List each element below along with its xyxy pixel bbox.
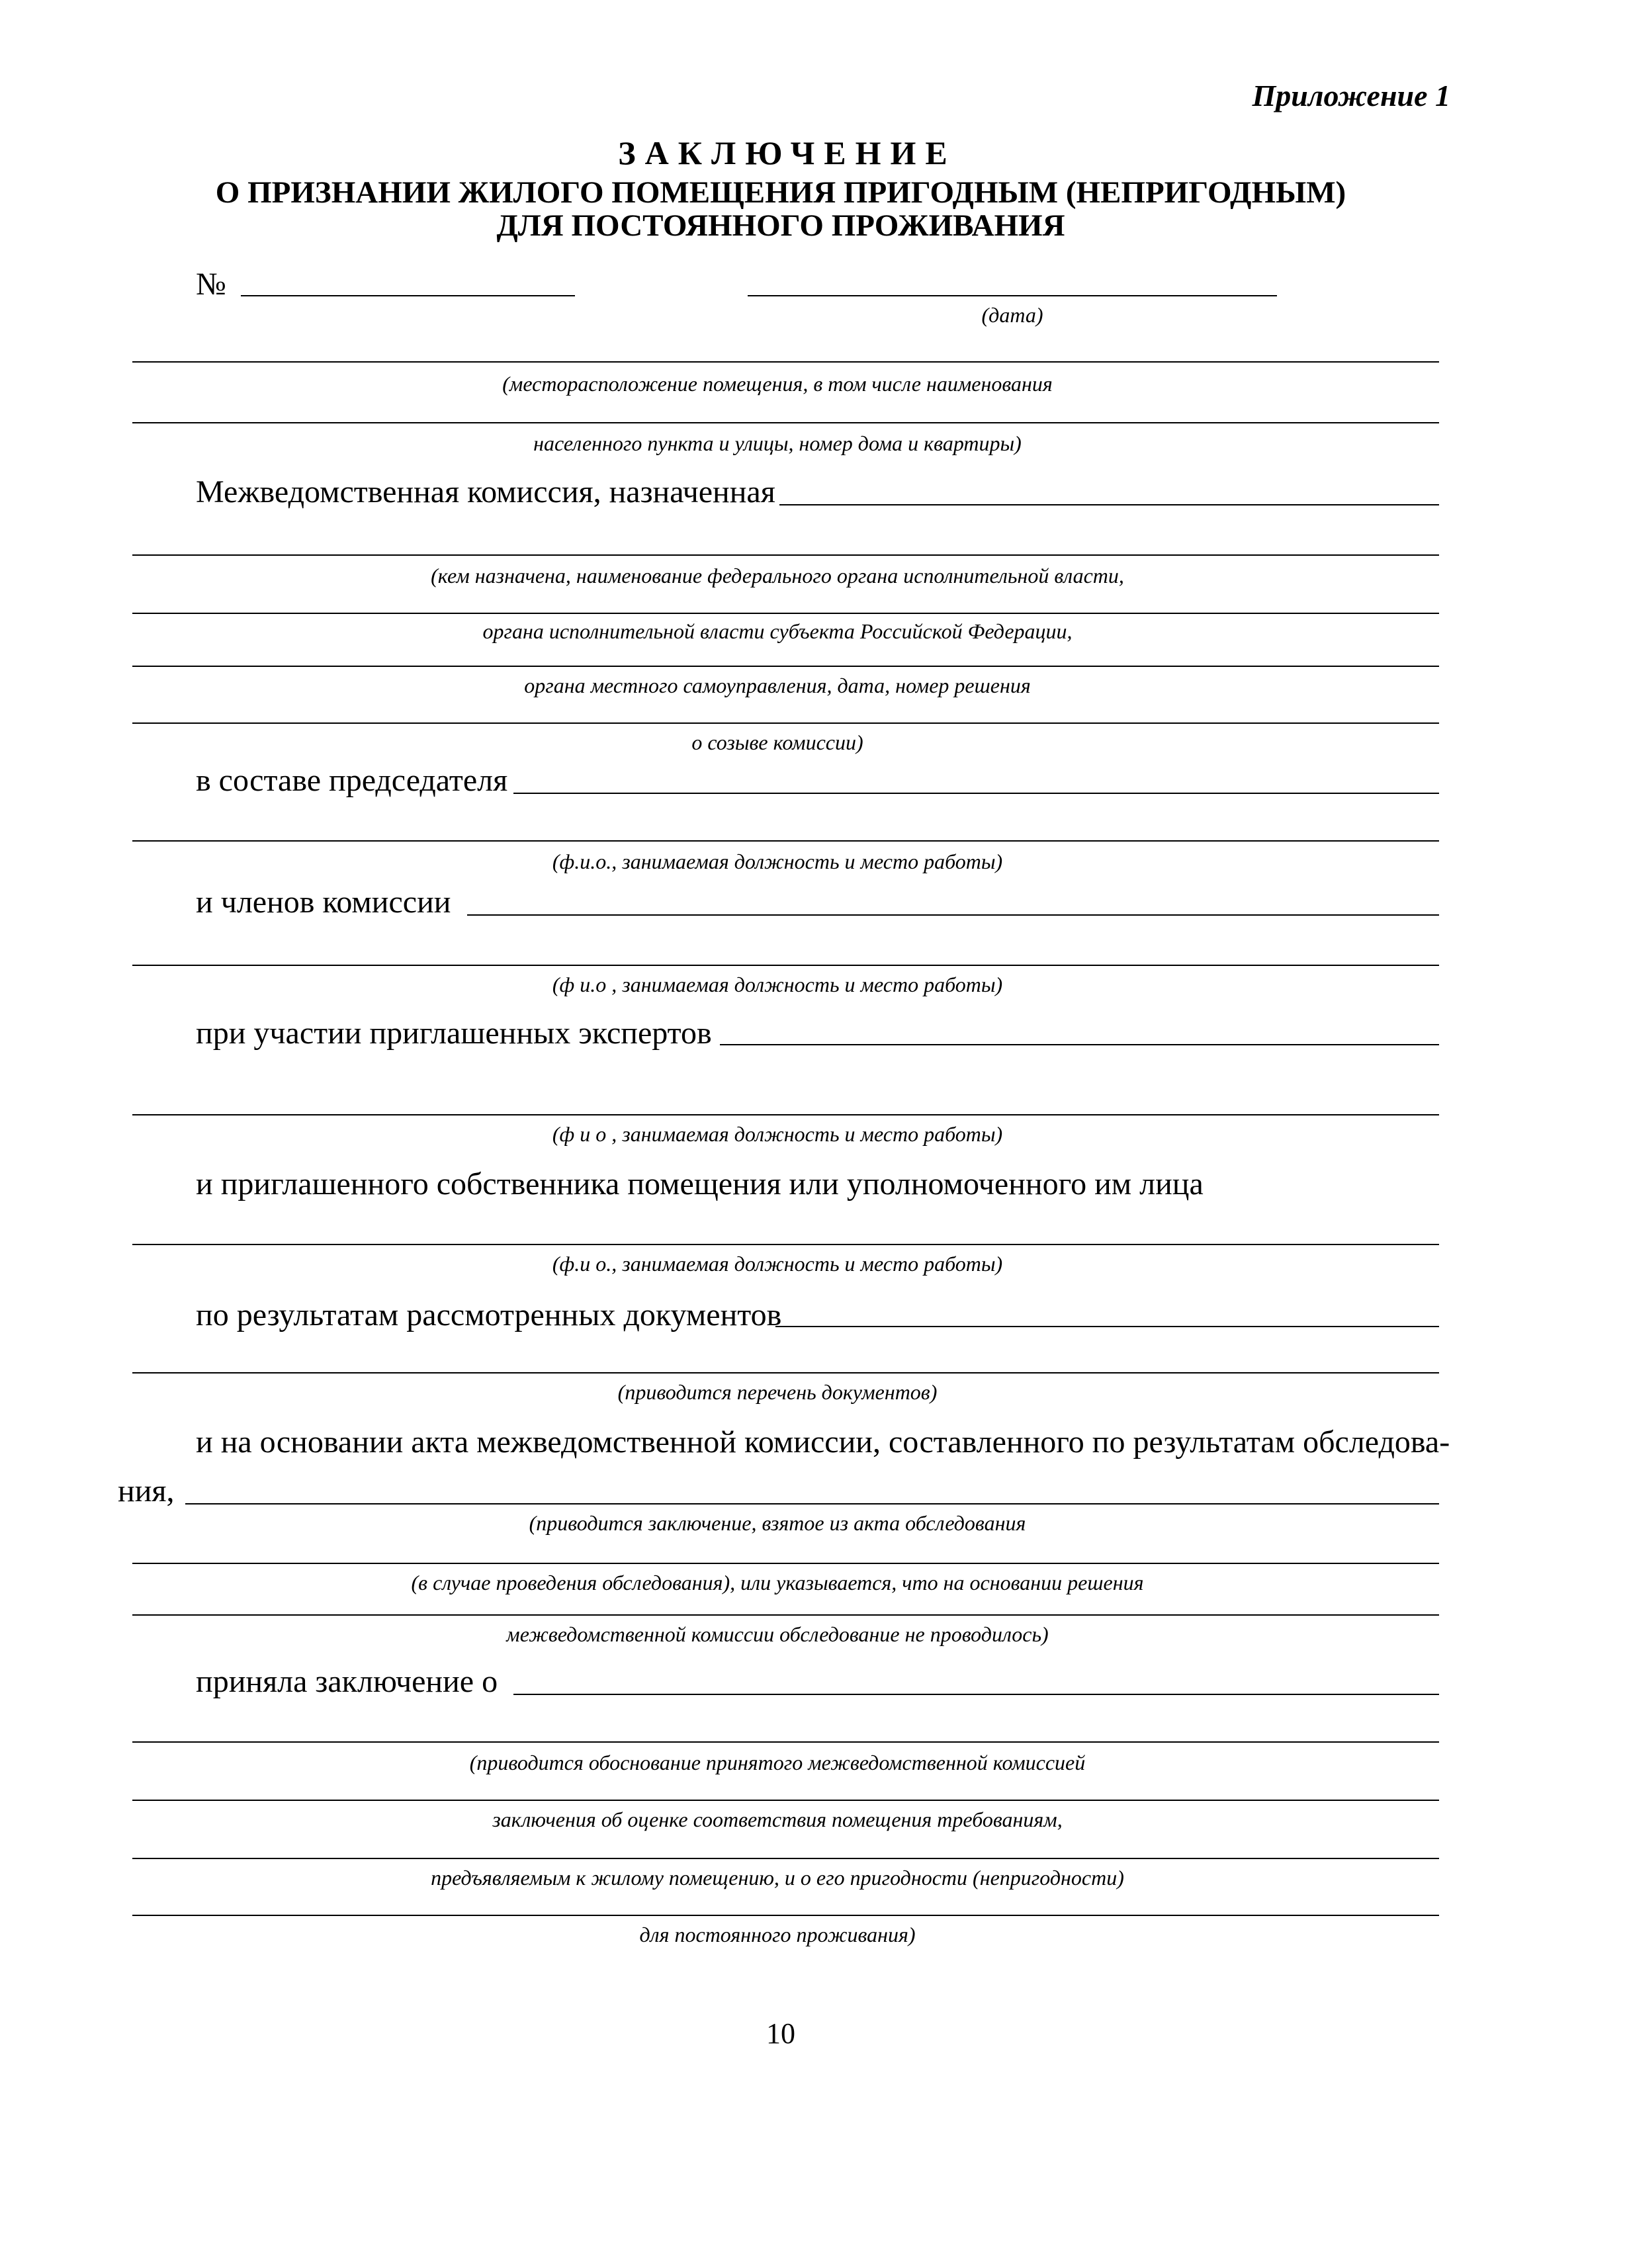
owner-caption: (ф.и о., занимаемая должность и место работы) [552,1252,1003,1276]
members-field[interactable] [467,914,1439,916]
members-label: и членов комиссии [196,885,451,920]
date-caption: (дата) [981,303,1043,327]
act-field-2[interactable] [132,1563,1439,1564]
appointed-field-1[interactable] [132,554,1439,556]
appointed-caption-4: о созыве комиссии) [691,730,863,754]
conclusion-field[interactable] [513,1694,1439,1695]
reason-caption-4: для постоянного проживания) [639,1923,916,1946]
act-caption-1: (приводится заключение, взятое из акта обследования [529,1511,1026,1535]
chairman-field-2[interactable] [132,840,1439,842]
appointed-caption-1: (кем назначена, наименование федерального органа исполнительной власти, [431,564,1124,588]
act-field-1[interactable] [185,1503,1439,1505]
documents-caption: (приводится перечень документов) [617,1380,938,1404]
commission-label: Межведомственная комиссия, назначенная [196,474,775,509]
location-field-1[interactable] [132,361,1439,363]
appointed-caption-2: органа исполнительной власти субъекта Российской Федерации, [482,619,1073,643]
date-field[interactable] [748,295,1277,296]
chairman-caption: (ф.и.о., занимаемая должность и место работы) [552,850,1003,873]
reason-caption-1: (приводится обоснование принятого межведомственной комиссией [469,1751,1086,1774]
appointed-caption-3: органа местного самоуправления, дата, номер решения [524,674,1031,697]
number-sign: № [196,267,226,302]
owner-label: и приглашенного собственника помещения или уполномоченного им лица [196,1166,1204,1201]
chairman-field[interactable] [513,793,1439,794]
location-caption-2: населенного пункта и улицы, номер дома и квартиры) [533,431,1022,455]
reason-caption-3: предъявляемым к жилому помещению, и о его пригодности (непригодности) [431,1866,1124,1890]
location-caption-1: (месторасположение помещения, в том числе наименования [502,372,1053,396]
act-field-3[interactable] [132,1614,1439,1616]
reason-field-2[interactable] [132,1800,1439,1801]
reason-caption-2: заключения об оценке соответствия помещения требованиям, [492,1808,1063,1831]
commission-field[interactable] [779,504,1439,505]
experts-label: при участии приглашенных экспертов [196,1016,712,1051]
appointed-field-2[interactable] [132,613,1439,614]
reason-field-4[interactable] [132,1915,1439,1916]
document-subtitle-line1: О ПРИЗНАНИИ ЖИЛОГО ПОМЕЩЕНИЯ ПРИГОДНЫМ (НЕПРИГОДНЫМ) [215,175,1346,210]
appointed-field-4[interactable] [132,722,1439,724]
document-title: ЗАКЛЮЧЕНИЕ [618,134,957,171]
documents-field-2[interactable] [132,1372,1439,1374]
documents-field[interactable] [775,1326,1439,1327]
experts-field[interactable] [720,1044,1439,1045]
act-text-line2: ния, [118,1473,175,1508]
documents-label: по результатам рассмотренных документов [196,1297,782,1332]
conclusion-label: приняла заключение о [196,1664,498,1699]
members-caption: (ф и.о , занимаемая должность и место работы) [552,973,1003,996]
owner-field[interactable] [132,1244,1439,1245]
act-caption-3: межведомственной комиссии обследование не проводилось) [506,1622,1049,1646]
experts-field-2[interactable] [132,1114,1439,1115]
number-field[interactable] [241,295,575,296]
page-number: 10 [766,2017,795,2050]
reason-field-1[interactable] [132,1741,1439,1743]
location-field-2[interactable] [132,422,1439,423]
reason-field-3[interactable] [132,1858,1439,1859]
act-caption-2: (в случае проведения обследования), или указывается, что на основании решения [411,1571,1144,1594]
experts-caption: (ф и о , занимаемая должность и место работы) [552,1122,1003,1146]
members-field-2[interactable] [132,965,1439,966]
document-subtitle-line2: ДЛЯ ПОСТОЯННОГО ПРОЖИВАНИЯ [496,208,1065,243]
chairman-label: в составе председателя [196,763,508,798]
appendix-label: Приложение 1 [1252,79,1450,112]
act-text-line1: и на основании акта межведомственной комиссии, составленного по результатам обследова- [196,1424,1450,1460]
appointed-field-3[interactable] [132,666,1439,667]
